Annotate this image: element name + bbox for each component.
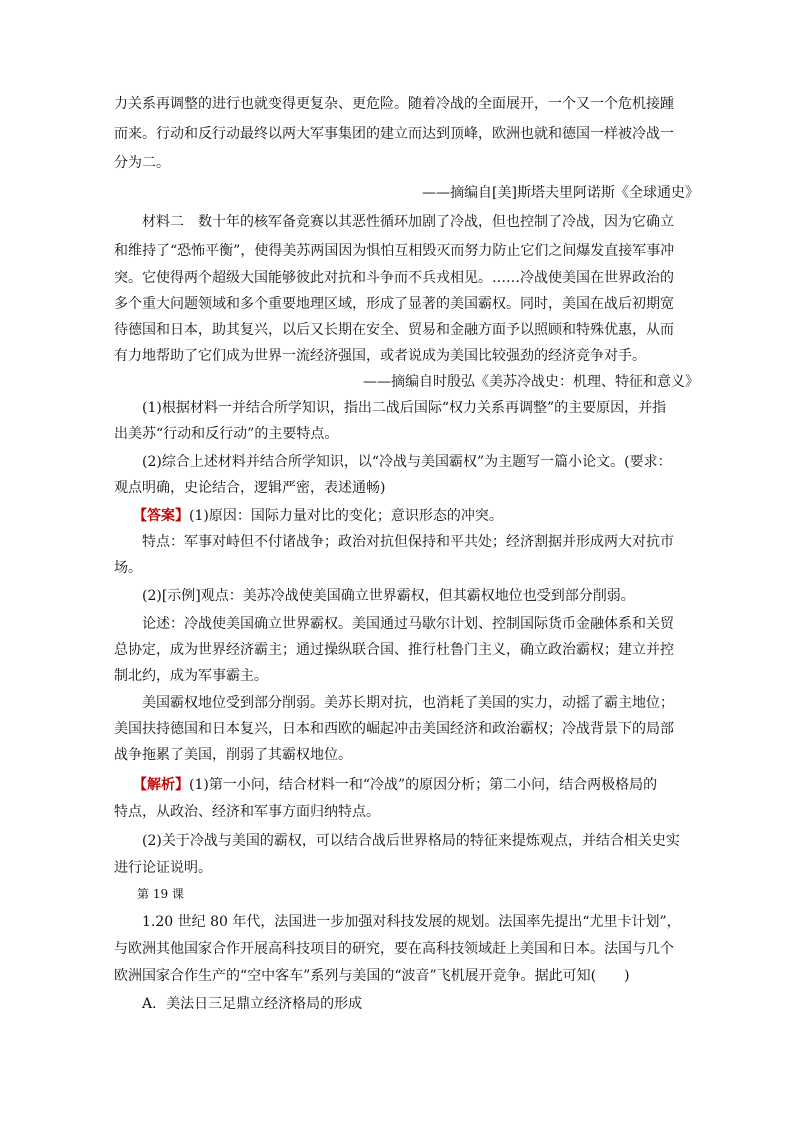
text-line: 美国扶持德国和日本复兴，日本和西欧的崛起冲击美国经济和政治霸权；冷战背景下的局部: [114, 721, 674, 737]
text-line: (2)[示例]观点：美苏冷战使美国确立世界霸权，但其霸权地位也受到部分削弱。: [142, 588, 635, 604]
material-two-line: 材料二 数十年的核军备竞赛以其恶性循环加剧了冷战，但也控制了冷战，因为它确立: [142, 214, 674, 230]
answer-tag: 【答案】: [133, 508, 189, 524]
analysis-text: (1)第一小问，结合材料一和“冷战”的原因分析；第二小问，结合两极格局的: [189, 777, 658, 793]
text-line: 战争拖累了美国，削弱了其霸权地位。: [114, 747, 352, 763]
answer-text: (1)原因：国际力量对比的变化；意识形态的冲突。: [189, 508, 503, 524]
text-line: 论述：冷战使美国确立世界霸权。美国通过马歇尔计划、控制国际货币金融体系和关贸: [142, 616, 674, 632]
text-line: 特点：军事对峙但不付诸战争；政治对抗但保持和平共处；经济割据并形成两大对抗市: [142, 534, 674, 550]
text-line: 观点明确，史论结合，逻辑严密，表述通畅): [114, 480, 386, 496]
text-line: 待德国和日本，助其复兴，以后又长期在安全、贸易和金融方面予以照顾和特殊优惠，从而: [114, 322, 674, 338]
text-line: 力关系再调整的进行也就变得更复杂、更危险。随着冷战的全面展开，一个又一个危机接踵: [114, 96, 674, 112]
analysis-line: [133, 775, 657, 795]
source-citation: ——摘编自[美]斯塔夫里阿诺斯《全球通史》: [422, 185, 699, 201]
text-line: 多个重大问题领域和多个重要地理区域，形成了显著的美国霸权。同时，美国在战后初期宽: [114, 296, 674, 312]
question-stem: 1.20 世纪 80 年代，法国进一步加强对科技发展的规划。法国率先提出“尤里卡计划”，: [142, 914, 681, 930]
text-line: (2)关于冷战与美国的霸权，可以结合战后世界格局的特征来提炼观点，并结合相关史实: [142, 833, 680, 849]
text-line: 特点，从政治、经济和军事方面归纳特点。: [114, 804, 380, 820]
text-line: 欧洲国家合作生产的“空中客车”系列与美国的“波音”飞机展开竞争。据此可知( ): [114, 968, 630, 984]
text-line: 有力地帮助了它们成为世界一流经济强国，或者说成为美国比较强劲的经济竞争对手。: [114, 348, 646, 364]
question-one: (1)根据材料一并结合所学知识，指出二战后国际“权力关系再调整”的主要原因，并指: [142, 400, 667, 416]
text-line: 场。: [114, 560, 142, 576]
option-a: A．美法日三足鼎立经济格局的形成: [142, 996, 363, 1012]
text-line: 制北约，成为军事霸主。: [114, 668, 268, 684]
source-citation: ——摘编自时殷弘《美苏冷战史：机理、特征和意义》: [363, 374, 699, 390]
question-two: (2)综合上述材料并结合所学知识，以“冷战与美国霸权”为主题写一篇小论文。(要求：: [142, 454, 672, 470]
text-line: 美国霸权地位受到部分削弱。美苏长期对抗，也消耗了美国的实力，动摇了霸主地位；: [142, 695, 674, 711]
text-line: 和维持了“恐怖平衡”，使得美苏两国因为惧怕互相毁灭而努力防止它们之间爆发直接军事冲: [114, 243, 675, 259]
text-line: 而来。行动和反行动最终以两大军事集团的建立而达到顶峰，欧洲也就和德国一样被冷战一: [114, 126, 674, 142]
lesson-heading: 第 19 课: [137, 887, 184, 901]
text-line: 总协定，成为世界经济霸主；通过操纵联合国、推行杜鲁门主义，确立政治霸权；建立并控: [114, 642, 674, 658]
text-line: 分为二。: [114, 155, 170, 171]
answer-line: [133, 506, 503, 526]
text-line: 突。它使得两个超级大国能够彼此对抗和斗争而不兵戎相见。……冷战使美国在世界政治的: [114, 270, 674, 286]
analysis-tag: 【解析】: [133, 777, 189, 793]
text-line: 出美苏“行动和反行动”的主要特点。: [114, 426, 339, 442]
text-line: 与欧洲其他国家合作开展高科技项目的研究，要在高科技领域赶上美国和日本。法国与几个: [114, 941, 674, 957]
text-line: 进行论证说明。: [114, 860, 212, 876]
